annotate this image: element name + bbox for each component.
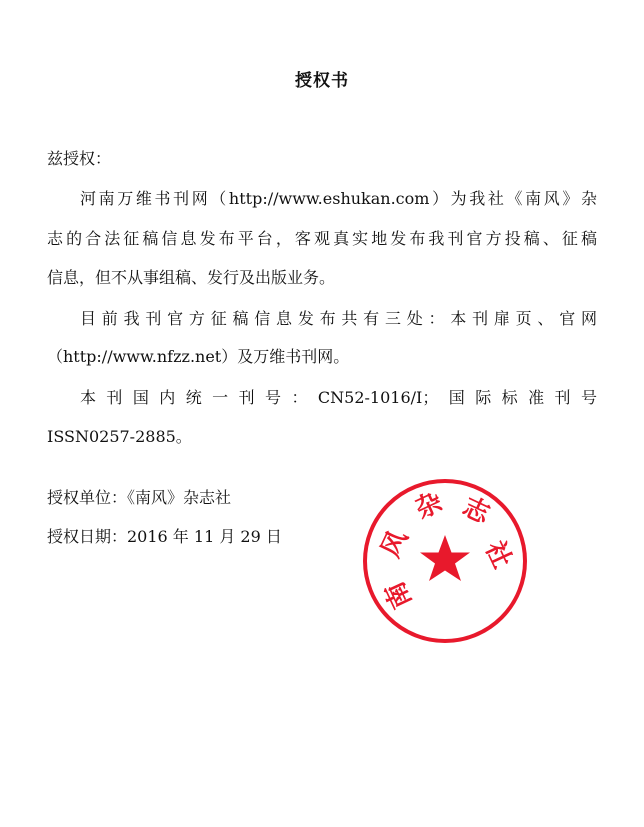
paragraph-1-line-1: 河南万维书刊网（http://www.eshukan.com）为我社《南风》杂 bbox=[80, 189, 597, 208]
paragraph-2-line-1: 目前我刊官方征稿信息发布共有三处：本刊扉页、官网 bbox=[80, 309, 597, 328]
official-seal bbox=[362, 478, 528, 644]
seal-char-za: 杂 bbox=[410, 486, 448, 526]
paragraph-1-line-2: 志的合法征稿信息发布平台，客观真实地发布我刊官方投稿、征稿 bbox=[47, 229, 597, 248]
seal-char-nan: 南 bbox=[379, 576, 419, 614]
seal-char-zhi: 志 bbox=[457, 491, 495, 531]
paragraph-2-line-2: （http://www.nfzz.net）及万维书刊网。 bbox=[47, 347, 350, 366]
salutation: 兹授权： bbox=[47, 149, 112, 168]
seal-char-she: 社 bbox=[478, 536, 518, 574]
authorization-date: 授权日期：2016 年 11 月 29 日 bbox=[47, 527, 282, 546]
document-title: 授权书 bbox=[295, 71, 349, 91]
paragraph-3-line-2: ISSN0257-2885。 bbox=[47, 427, 192, 446]
paragraph-1-line-3: 信息，但不从事组稿、发行及出版业务。 bbox=[47, 268, 336, 287]
seal-star-icon bbox=[420, 535, 470, 581]
seal-char-feng: 风 bbox=[375, 525, 415, 563]
authorizer: 授权单位：《南风》杂志社 bbox=[47, 488, 232, 507]
paragraph-3-line-1: 本刊国内统一刊号：CN52-1016/I；国际标准刊号 bbox=[80, 388, 597, 407]
